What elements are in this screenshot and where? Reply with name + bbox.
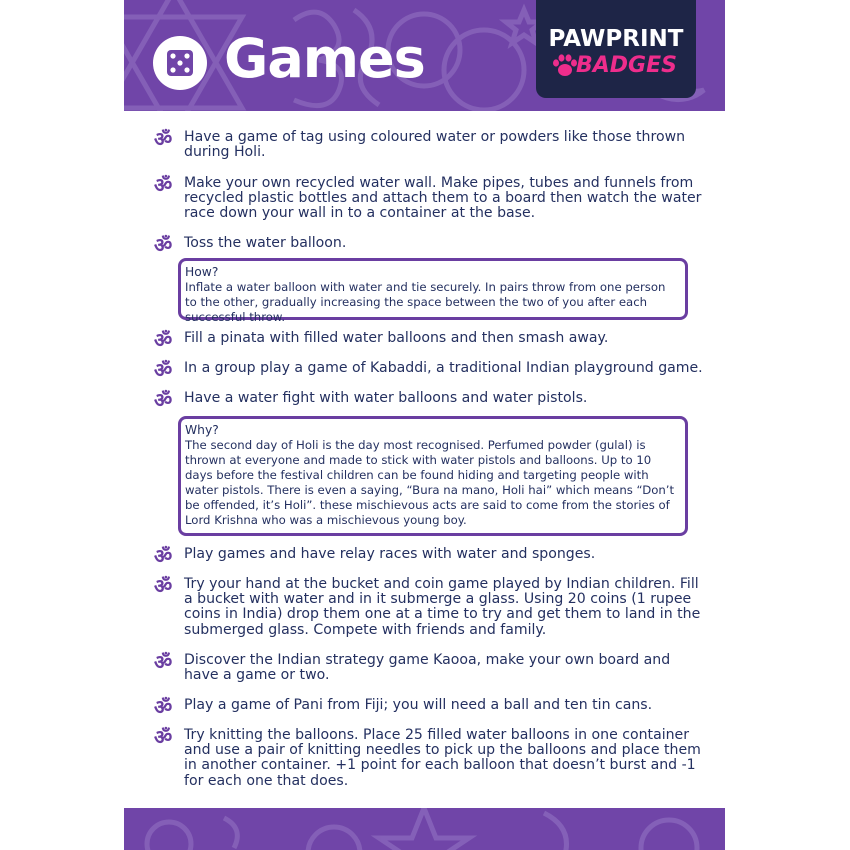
list-item-text: Toss the water balloon. xyxy=(184,235,347,251)
om-symbol-icon: ॐ xyxy=(154,233,173,257)
dice-icon xyxy=(153,36,207,90)
why-info-box xyxy=(178,416,688,536)
list-item-text: Make your own recycled water wall. Make pipes, tubes and funnels from recycled plastic bottles and attach them to a board then watch the water race down your wall in to a container at the base. xyxy=(184,175,702,222)
list-item-text: Play games and have relay races with water and sponges. xyxy=(184,546,596,562)
list-item-text: Try your hand at the bucket and coin game played by Indian children. Fill a bucket with water and in it submerge a glass. Using 20 coins (1 rupee coins in India) drop them one at a time to try and get them to land in the submerged glass. Compete with friends and family. xyxy=(184,576,701,638)
om-symbol-icon: ॐ xyxy=(154,574,173,598)
header-banner xyxy=(124,0,725,111)
brand-name-line2: BADGES xyxy=(576,53,677,78)
om-symbol-icon: ॐ xyxy=(154,650,173,674)
why-box-heading: Why? xyxy=(185,423,219,437)
brand-logo xyxy=(536,0,696,98)
list-item-text: Play a game of Pani from Fiji; you will need a ball and ten tin cans. xyxy=(184,697,653,713)
list-item-text: Have a water fight with water balloons and water pistols. xyxy=(184,390,588,406)
activity-sheet xyxy=(124,0,725,850)
page-title: Games xyxy=(224,27,425,90)
dice-badge xyxy=(153,36,207,90)
list-item-text: Try knitting the balloons. Place 25 filled water balloons in one container and use a pair of knitting needles to pick up the balloons and place them in another container. +1 point for each balloon that doesn’t burst and -1 for each one that does. xyxy=(184,727,701,789)
om-symbol-icon: ॐ xyxy=(154,358,173,382)
how-info-box xyxy=(178,258,688,324)
om-symbol-icon: ॐ xyxy=(154,544,173,568)
list-item-text: In a group play a game of Kabaddi, a traditional Indian playground game. xyxy=(184,360,703,376)
brand-name-line1: PAWPRINT xyxy=(548,26,684,52)
om-symbol-icon: ॐ xyxy=(154,328,173,352)
om-symbol-icon: ॐ xyxy=(154,725,173,749)
why-box-body: The second day of Holi is the day most recognised. Perfumed powder (gulal) is thrown at everyone and made to stick with water pistols and balloons. Up to 10 days before the festival children can be found hiding and targeting people with water pistols. There is even a saying, “Bura na mano, Holi hai” which means “Don’t be offended, it’s Holi”. these mischievous acts are said to come from the stories of Lord Krishna who was a mischievous young boy. xyxy=(185,437,675,527)
list-item-text: Fill a pinata with filled water balloons and then smash away. xyxy=(184,330,609,346)
paw-icon xyxy=(552,54,578,78)
list-item-text: Have a game of tag using coloured water or powders like those thrown during Holi. xyxy=(184,129,686,161)
om-symbol-icon: ॐ xyxy=(154,388,173,412)
footer-pattern xyxy=(124,808,725,850)
list-item-text: Discover the Indian strategy game Kaooa, make your own board and have a game or two. xyxy=(184,652,671,684)
om-symbol-icon: ॐ xyxy=(154,695,173,719)
brand-name-line2-wrap xyxy=(552,52,692,80)
om-symbol-icon: ॐ xyxy=(154,127,173,151)
how-box-body: Inflate a water balloon with water and tie securely. In pairs throw from one person to the other, gradually increasing the space between the two of you after each successful throw. xyxy=(185,279,666,324)
footer-banner xyxy=(124,808,725,850)
om-symbol-icon: ॐ xyxy=(154,173,173,197)
how-box-heading: How? xyxy=(185,265,219,279)
